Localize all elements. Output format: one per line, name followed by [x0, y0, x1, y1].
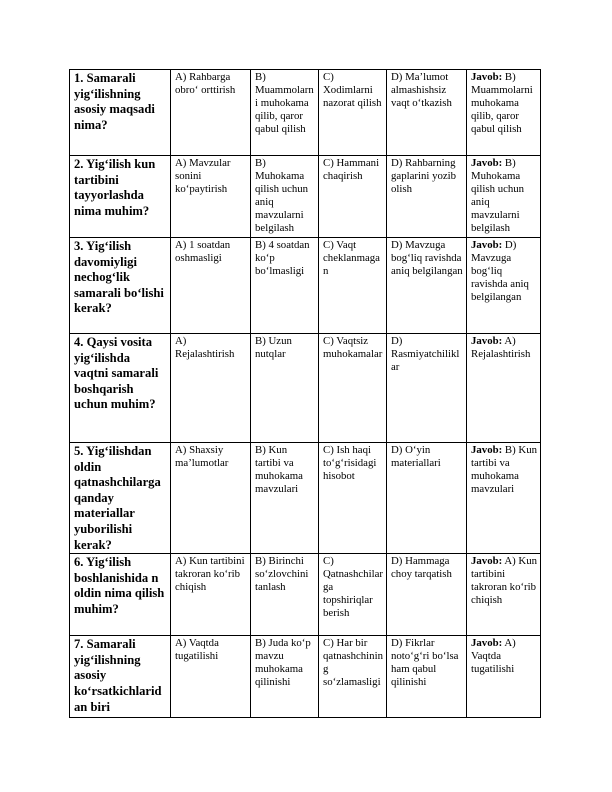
option-b-cell: B) Birinchi so‘zlovchini tanlash: [251, 554, 319, 636]
answer-cell: [467, 554, 541, 636]
option-a-cell: A) Rejalashtirish: [171, 334, 251, 443]
answer-cell: [467, 70, 541, 156]
question-cell: 4. Qaysi vosita yig‘ilishda vaqtni samarali boshqarish uchun muhim?: [70, 334, 171, 443]
answer-text: A) Rejalashtirish: [471, 335, 531, 360]
question-row: [70, 156, 541, 238]
option-b-cell: B) 4 soatdan ko‘p bo‘lmasligi: [251, 238, 319, 334]
option-c-cell: C) Vaqtsiz muhokamalar: [319, 334, 387, 443]
answer-prefix: Javob:: [471, 335, 503, 347]
option-a-cell: A) Kun tartibini takroran ko‘rib chiqish: [171, 554, 251, 636]
option-a-cell: A) 1 soatdan oshmasligi: [171, 238, 251, 334]
answer-text: B) Muhokama qilish uchun aniq mavzularni belgilash: [471, 157, 525, 234]
answer-text: A) Kun tartibini takroran ko‘rib chiqish: [471, 555, 537, 606]
question-row: [70, 334, 541, 443]
option-b-cell: B) Muhokama qilish uchun aniq mavzularni belgilash: [251, 156, 319, 238]
option-b-cell: B) Uzun nutqlar: [251, 334, 319, 443]
answer-prefix: Javob:: [471, 555, 503, 568]
answer-cell: [467, 334, 541, 443]
answer-cell: [467, 238, 541, 334]
option-c-cell: C) Xodimlarni nazorat qilish: [319, 70, 387, 156]
answer-prefix: Javob:: [471, 637, 503, 650]
answer-cell: [467, 636, 541, 718]
option-c-cell: C) Hammani chaqirish: [319, 156, 387, 238]
quiz-table-body: [70, 70, 541, 718]
answer-cell: [467, 443, 541, 554]
question-cell: 2. Yig‘ilish kun tartibini tayyorlashda nima muhim?: [70, 156, 171, 238]
question-cell: 6. Yig‘ilish boshlanishida n oldin nima qilish muhim?: [70, 554, 171, 636]
option-a-cell: A) Rahbarga obro‘ orttirish: [171, 70, 251, 156]
quiz-table: [69, 69, 541, 718]
option-c-cell: C) Ish haqi to‘g‘risidagi hisobot: [319, 443, 387, 554]
answer-prefix: Javob:: [471, 239, 503, 251]
option-a-cell: A) Shaxsiy ma’lumotlar: [171, 443, 251, 554]
answer-text: B) Muammolarni muhokama qilib, qaror qabul qilish: [471, 71, 533, 135]
answer-cell: [467, 156, 541, 238]
question-row: [70, 636, 541, 718]
option-d-cell: D) Fikrlar noto‘g‘ri bo‘lsa ham qabul qilinishi: [387, 636, 467, 718]
option-b-cell: B) Kun tartibi va muhokama mavzulari: [251, 443, 319, 554]
option-c-cell: C) Vaqt cheklanmagan: [319, 238, 387, 334]
option-d-cell: D) O‘yin materiallari: [387, 443, 467, 554]
option-d-cell: D) Rasmiyatchiliklar: [387, 334, 467, 443]
answer-text: D) Mavzuga bog‘liq ravishda aniq belgilangan: [471, 239, 529, 303]
option-c-cell: C) Qatnashchilarga topshiriqlar berish: [319, 554, 387, 636]
answer-prefix: Javob:: [471, 157, 503, 169]
option-c-cell: C) Har bir qatnashchining so‘zlamasligi: [319, 636, 387, 718]
question-row: [70, 238, 541, 334]
option-b-cell: B) Juda ko‘p mavzu muhokama qilinishi: [251, 636, 319, 718]
option-a-cell: A) Vaqtda tugatilishi: [171, 636, 251, 718]
option-b-cell: B) Muammolarni muhokama qilib, qaror qabul qilish: [251, 70, 319, 156]
answer-text: B) Kun tartibi va muhokama mavzulari: [471, 444, 537, 495]
question-row: [70, 70, 541, 156]
option-d-cell: D) Ma’lumot almashishsiz vaqt o‘tkazish: [387, 70, 467, 156]
question-cell: 5. Yig‘ilishdan oldin qatnashchilarga qanday materiallar yuborilishi kerak?: [70, 443, 171, 554]
answer-prefix: Javob:: [471, 444, 503, 456]
option-d-cell: D) Hammaga choy tarqatish: [387, 554, 467, 636]
question-cell: 7. Samarali yig‘ilishning asosiy ko‘rsatkichlaridan biri: [70, 636, 171, 718]
question-row: [70, 443, 541, 554]
option-d-cell: D) Mavzuga bog‘liq ravishda aniq belgilangan: [387, 238, 467, 334]
question-cell: 3. Yig‘ilish davomiyligi nechog‘lik samarali bo‘lishi kerak?: [70, 238, 171, 334]
option-d-cell: D) Rahbarning gaplarini yozib olish: [387, 156, 467, 238]
option-a-cell: A) Mavzular sonini ko‘paytirish: [171, 156, 251, 238]
answer-text: A) Vaqtda tugatilishi: [471, 637, 516, 675]
question-cell: 1. Samarali yig‘ilishning asosiy maqsadi nima?: [70, 70, 171, 156]
question-row: [70, 554, 541, 636]
answer-prefix: Javob:: [471, 71, 503, 83]
